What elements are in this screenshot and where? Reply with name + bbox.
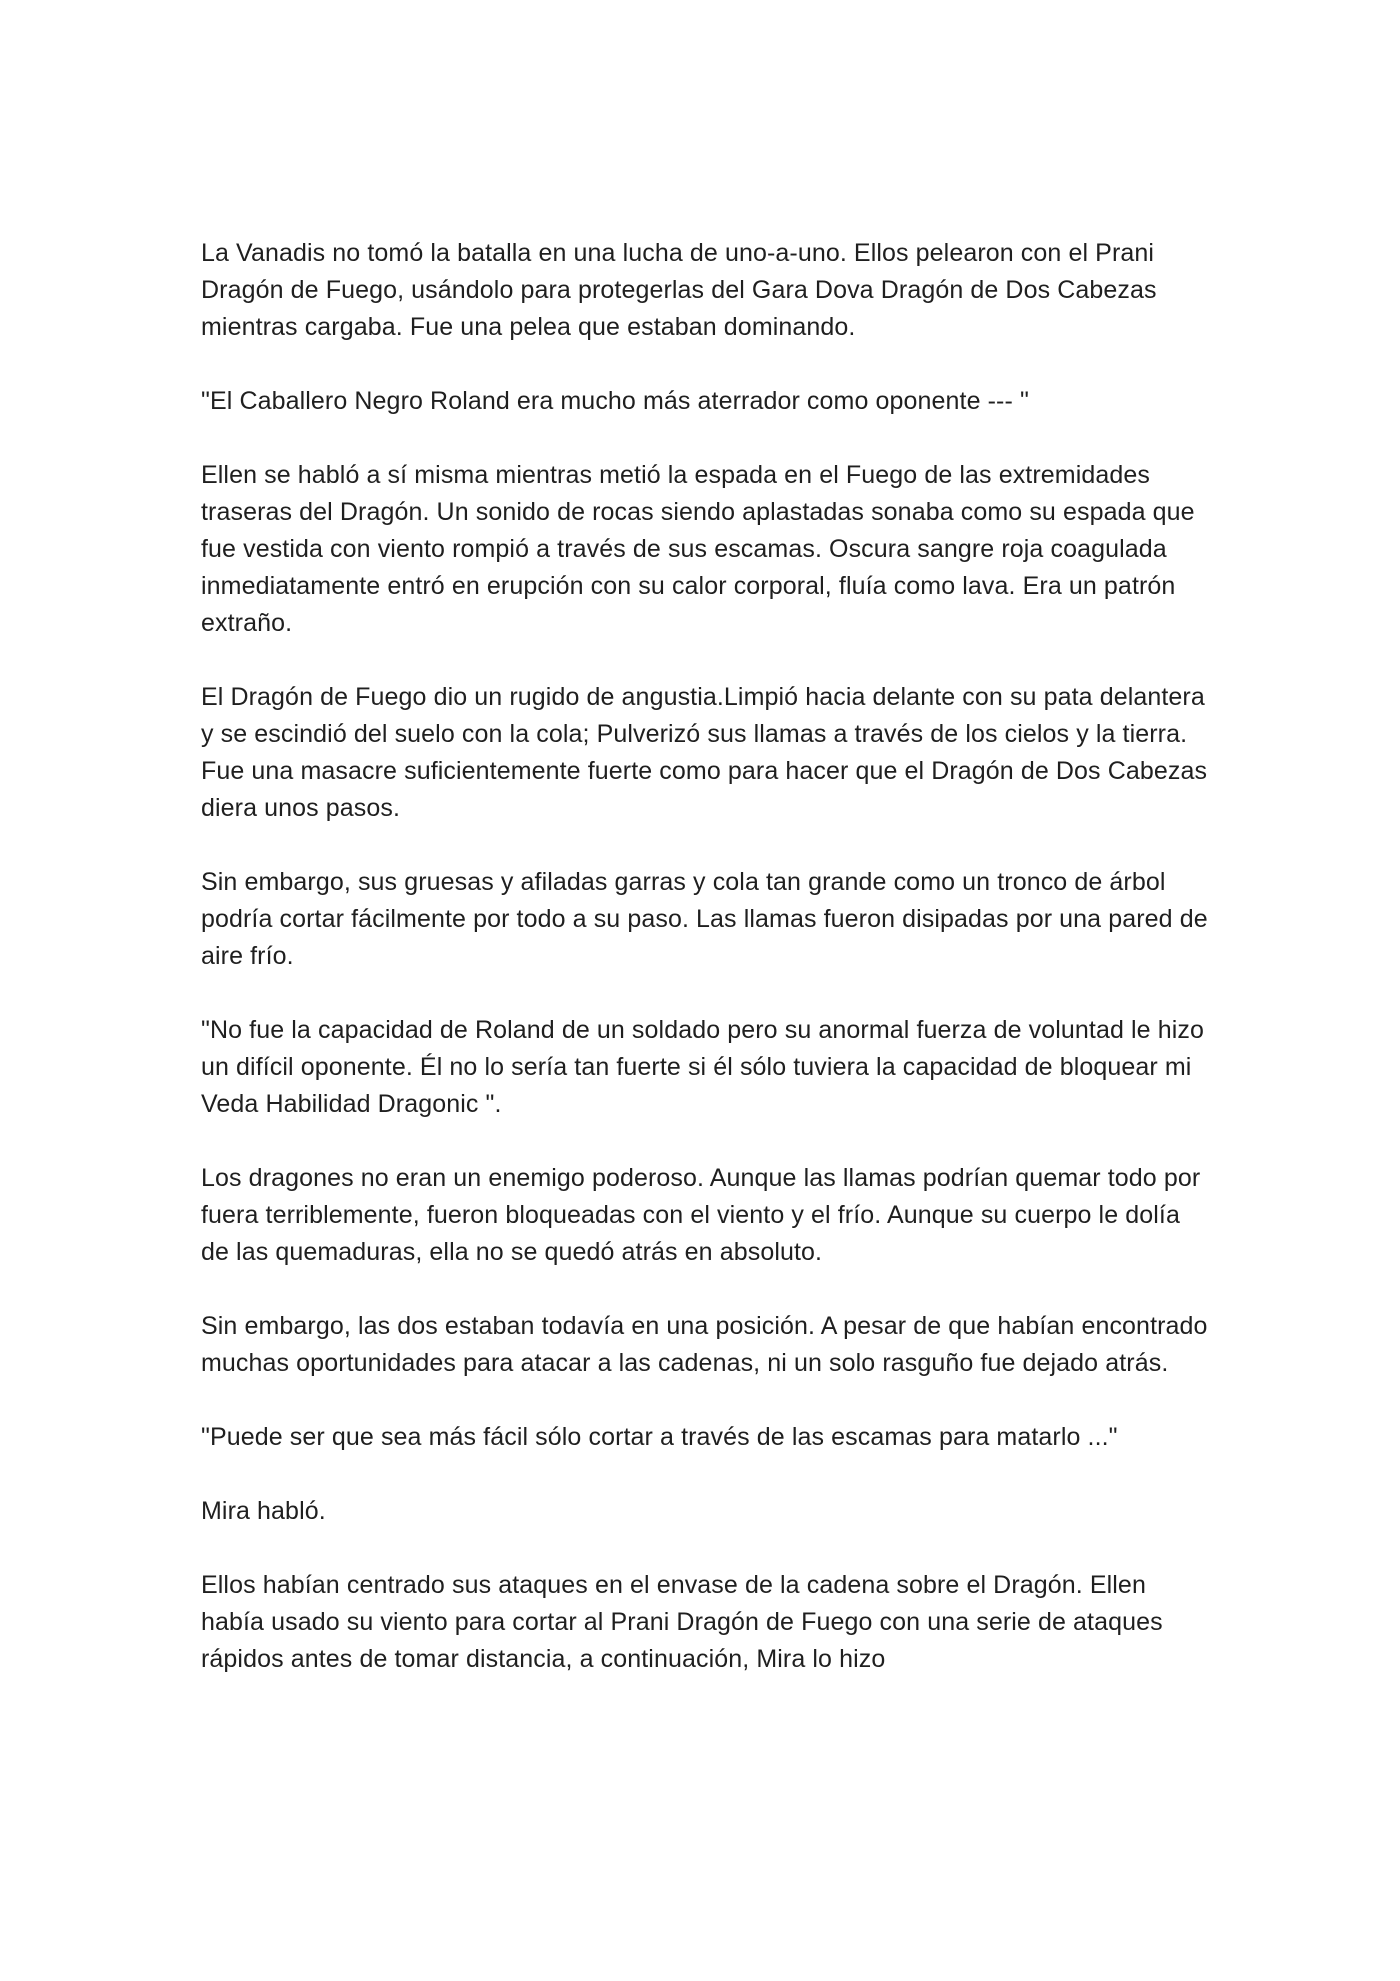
paragraph: Mira habló. <box>201 1497 326 1525</box>
paragraph: Los dragones no eran un enemigo poderoso. Aunque las llamas podrían quemar todo por fuera terriblemente, fueron bloqueadas con el viento y el frío. Aunque su cuerpo le dolía de las quemaduras, ella no se quedó atrás en absoluto. <box>201 1164 1201 1266</box>
paragraph: El Dragón de Fuego dio un rugido de angustia.Limpió hacia delante con su pata delantera y se escindió del suelo con la cola; Pulverizó sus llamas a través de los cielos y la tierra. Fue una masacre suficientemente fuerte como para hacer que el Dragón de Dos Cabezas diera unos pasos. <box>201 683 1208 822</box>
paragraph: Ellos habían centrado sus ataques en el envase de la cadena sobre el Dragón. Ellen había usado su viento para cortar al Prani Dragón de Fuego con una serie de ataques rápidos antes de tomar distancia, a continuación, Mira lo hizo <box>201 1571 1163 1673</box>
dialogue-paragraph: "El Caballero Negro Roland era mucho más aterrador como oponente --- " <box>201 387 1029 415</box>
document-body <box>201 235 1211 1715</box>
paragraph: Ellen se habló a sí misma mientras metió la espada en el Fuego de las extremidades traseras del Dragón. Un sonido de rocas siendo aplastadas sonaba como su espada que fue vestida con viento rompió a través de sus escamas. Oscura sangre roja coagulada inmediatamente entró en erupción con su calor corporal, fluía como lava. Era un patrón extraño. <box>201 461 1195 637</box>
paragraph: Sin embargo, las dos estaban todavía en una posición. A pesar de que habían encontrado muchas oportunidades para atacar a las cadenas, ni un solo rasguño fue dejado atrás. <box>201 1312 1208 1377</box>
paragraph: La Vanadis no tomó la batalla en una lucha de uno-a-uno. Ellos pelearon con el Prani Dragón de Fuego, usándolo para protegerlas del Gara Dova Dragón de Dos Cabezas mientras cargaba. Fue una pelea que estaban dominando. <box>201 239 1157 341</box>
dialogue-paragraph: "No fue la capacidad de Roland de un soldado pero su anormal fuerza de voluntad le hizo un difícil oponente. Él no lo sería tan fuerte si él sólo tuviera la capacidad de bloquear mi Veda Habilidad Dragonic ". <box>201 1016 1204 1118</box>
dialogue-paragraph: "Puede ser que sea más fácil sólo cortar a través de las escamas para matarlo ..." <box>201 1423 1118 1451</box>
paragraph: Sin embargo, sus gruesas y afiladas garras y cola tan grande como un tronco de árbol podría cortar fácilmente por todo a su paso. Las llamas fueron disipadas por una pared de aire frío. <box>201 868 1208 970</box>
